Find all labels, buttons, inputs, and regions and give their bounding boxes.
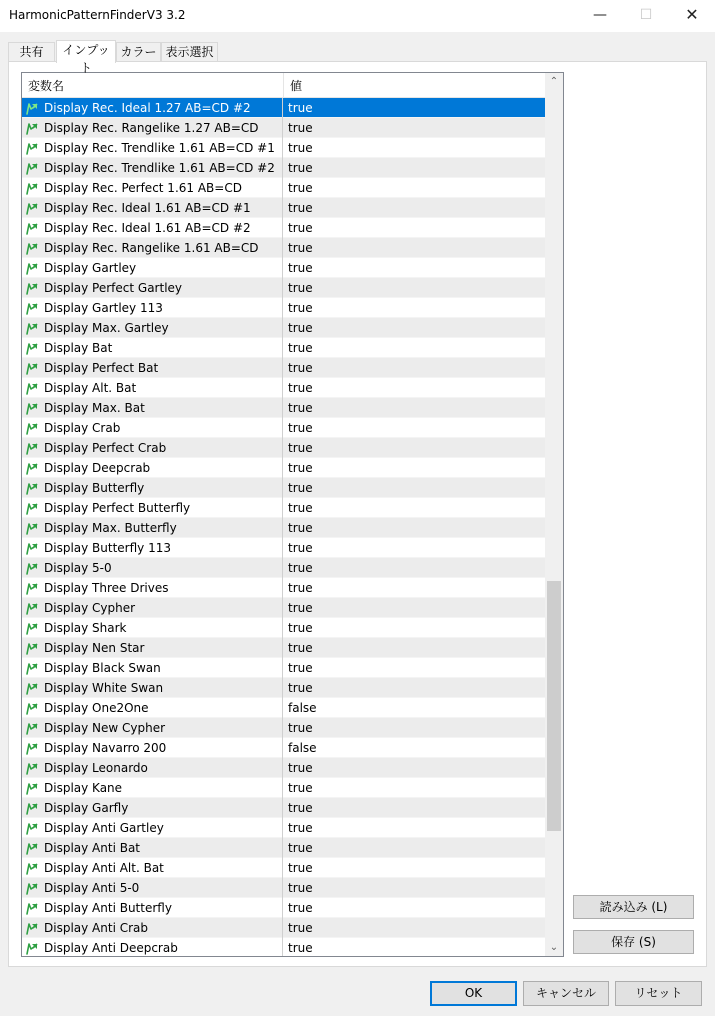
parameter-arrow-icon <box>25 781 41 795</box>
variable-name-cell[interactable] <box>22 218 283 238</box>
table-row[interactable] <box>22 758 545 778</box>
table-row[interactable] <box>22 238 545 258</box>
variable-name-cell[interactable] <box>22 258 283 278</box>
variable-name-label: Display Rec. Perfect 1.61 AB=CD <box>44 181 242 195</box>
variable-name-label: Display Perfect Crab <box>44 441 167 455</box>
table-row[interactable] <box>22 98 545 118</box>
variable-name-label: Display Crab <box>44 421 121 435</box>
value-cell[interactable]: true <box>288 321 313 335</box>
value-cell[interactable]: false <box>288 701 317 715</box>
value-cell[interactable]: true <box>288 901 313 915</box>
table-row[interactable] <box>22 718 545 738</box>
parameter-arrow-icon <box>25 721 41 735</box>
variable-name-cell[interactable] <box>22 298 283 318</box>
table-row[interactable] <box>22 858 545 878</box>
variable-name-label: Display Gartley <box>44 261 137 275</box>
variable-name-cell[interactable] <box>22 418 283 438</box>
table-row[interactable] <box>22 798 545 818</box>
value-cell[interactable]: true <box>288 941 313 955</box>
variable-name-cell[interactable] <box>22 238 283 258</box>
parameter-arrow-icon <box>25 601 41 615</box>
value-cell[interactable]: true <box>288 541 313 555</box>
minimize-button[interactable]: — <box>593 7 607 23</box>
reset-button[interactable]: リセット <box>615 981 702 1006</box>
scroll-thumb[interactable] <box>547 581 561 831</box>
table-row[interactable] <box>22 598 545 618</box>
parameter-arrow-icon <box>25 341 41 355</box>
variable-name-cell[interactable] <box>22 118 283 138</box>
parameter-arrow-icon <box>25 841 41 855</box>
variable-name-cell[interactable] <box>22 378 283 398</box>
variable-name-cell[interactable] <box>22 538 283 558</box>
table-row[interactable] <box>22 358 545 378</box>
variable-name-cell[interactable] <box>22 938 283 957</box>
scroll-down-arrow-icon[interactable]: ⌄ <box>549 942 559 953</box>
value-cell[interactable]: true <box>288 781 313 795</box>
vertical-scrollbar[interactable] <box>545 73 563 956</box>
variable-name-cell[interactable] <box>22 598 283 618</box>
value-cell[interactable]: false <box>288 741 317 755</box>
table-row[interactable] <box>22 898 545 918</box>
variable-name-cell[interactable] <box>22 438 283 458</box>
variable-name-label: Display Cypher <box>44 601 136 615</box>
variable-name-label: Display Kane <box>44 781 123 795</box>
variable-name-label: Display Three Drives <box>44 581 169 595</box>
variable-name-cell[interactable] <box>22 338 283 358</box>
value-cell[interactable]: true <box>288 421 313 435</box>
value-cell[interactable]: true <box>288 101 313 115</box>
variable-name-cell[interactable] <box>22 738 283 758</box>
table-row[interactable] <box>22 678 545 698</box>
value-cell[interactable]: true <box>288 841 313 855</box>
parameter-arrow-icon <box>25 261 41 275</box>
value-cell[interactable]: true <box>288 561 313 575</box>
parameter-grid <box>21 72 564 957</box>
parameter-arrow-icon <box>25 381 41 395</box>
variable-name-cell[interactable] <box>22 778 283 798</box>
value-cell[interactable]: true <box>288 301 313 315</box>
table-row[interactable] <box>22 578 545 598</box>
parameter-arrow-icon <box>25 321 41 335</box>
variable-name-label: Display Nen Star <box>44 641 145 655</box>
value-cell[interactable]: true <box>288 801 313 815</box>
variable-name-label: Display 5-0 <box>44 561 112 575</box>
variable-name-cell[interactable] <box>22 658 283 678</box>
variable-name-cell[interactable] <box>22 318 283 338</box>
table-row[interactable] <box>22 378 545 398</box>
table-row[interactable] <box>22 558 545 578</box>
variable-name-cell[interactable] <box>22 518 283 538</box>
variable-name-cell[interactable] <box>22 498 283 518</box>
parameter-arrow-icon <box>25 641 41 655</box>
parameter-arrow-icon <box>25 281 41 295</box>
parameter-arrow-icon <box>25 701 41 715</box>
variable-name-cell[interactable] <box>22 458 283 478</box>
value-cell[interactable]: true <box>288 401 313 415</box>
variable-name-label: Display Gartley 113 <box>44 301 163 315</box>
value-cell[interactable]: true <box>288 921 313 935</box>
table-row[interactable] <box>22 738 545 758</box>
variable-name-label: Display Anti 5-0 <box>44 881 140 895</box>
close-button[interactable]: ✕ <box>685 5 699 24</box>
value-cell[interactable]: true <box>288 201 313 215</box>
variable-name-label: Display Alt. Bat <box>44 381 137 395</box>
parameter-arrow-icon <box>25 121 41 135</box>
variable-name-label: Display Anti Deepcrab <box>44 941 178 955</box>
variable-name-label: Display Black Swan <box>44 661 161 675</box>
value-cell[interactable]: true <box>288 861 313 875</box>
variable-name-label: Display Rec. Rangelike 1.27 AB=CD <box>44 121 259 135</box>
parameter-arrow-icon <box>25 441 41 455</box>
table-row[interactable] <box>22 618 545 638</box>
parameter-arrow-icon <box>25 901 41 915</box>
save-button[interactable]: 保存 (S) <box>573 930 694 954</box>
table-row[interactable] <box>22 418 545 438</box>
parameter-arrow-icon <box>25 801 41 815</box>
parameter-arrow-icon <box>25 201 41 215</box>
variable-name-label: Display Perfect Bat <box>44 361 159 375</box>
column-header-variable[interactable]: 変数名 <box>22 73 284 98</box>
table-row[interactable] <box>22 938 545 957</box>
value-cell[interactable]: true <box>288 181 313 195</box>
variable-name-cell[interactable] <box>22 698 283 718</box>
variable-name-cell[interactable] <box>22 578 283 598</box>
value-cell[interactable]: true <box>288 381 313 395</box>
variable-name-label: Display Anti Alt. Bat <box>44 861 164 875</box>
value-cell[interactable]: true <box>288 361 313 375</box>
table-row[interactable] <box>22 818 545 838</box>
table-row[interactable] <box>22 518 545 538</box>
variable-name-cell[interactable] <box>22 198 283 218</box>
variable-name-cell[interactable] <box>22 758 283 778</box>
value-cell[interactable]: true <box>288 461 313 475</box>
parameter-arrow-icon <box>25 101 41 115</box>
value-cell[interactable]: true <box>288 581 313 595</box>
scroll-up-arrow-icon[interactable]: ⌃ <box>549 76 559 87</box>
value-cell[interactable]: true <box>288 661 313 675</box>
parameter-arrow-icon <box>25 221 41 235</box>
value-cell[interactable]: true <box>288 121 313 135</box>
parameter-arrow-icon <box>25 541 41 555</box>
value-cell[interactable]: true <box>288 481 313 495</box>
window-title: HarmonicPatternFinderV3 3.2 <box>9 8 186 22</box>
parameter-arrow-icon <box>25 661 41 675</box>
variable-name-cell[interactable] <box>22 278 283 298</box>
variable-name-label: Display Rec. Ideal 1.61 AB=CD #2 <box>44 221 251 235</box>
table-row[interactable] <box>22 778 545 798</box>
value-cell[interactable]: true <box>288 721 313 735</box>
parameter-arrow-icon <box>25 481 41 495</box>
variable-name-label: Display Butterfly <box>44 481 145 495</box>
cancel-button[interactable]: キャンセル <box>523 981 609 1006</box>
variable-name-cell[interactable] <box>22 798 283 818</box>
variable-name-label: Display Rec. Trendlike 1.61 AB=CD #2 <box>44 161 275 175</box>
table-row[interactable] <box>22 278 545 298</box>
parameter-arrow-icon <box>25 621 41 635</box>
load-button[interactable]: 読み込み (L) <box>573 895 694 919</box>
table-row[interactable] <box>22 658 545 678</box>
variable-name-label: Display White Swan <box>44 681 164 695</box>
variable-name-label: Display Anti Crab <box>44 921 148 935</box>
table-row[interactable] <box>22 218 545 238</box>
title-bar <box>0 0 715 32</box>
table-row[interactable] <box>22 838 545 858</box>
parameter-arrow-icon <box>25 521 41 535</box>
variable-name-label: Display Max. Gartley <box>44 321 169 335</box>
value-cell[interactable]: true <box>288 761 313 775</box>
parameter-arrow-icon <box>25 301 41 315</box>
grid-header <box>22 73 545 98</box>
variable-name-label: Display Max. Bat <box>44 401 145 415</box>
table-row[interactable] <box>22 138 545 158</box>
variable-name-label: Display Garfly <box>44 801 129 815</box>
value-cell[interactable]: true <box>288 621 313 635</box>
variable-name-label: Display Leonardo <box>44 761 148 775</box>
variable-name-cell[interactable] <box>22 358 283 378</box>
grid-rows <box>22 98 545 957</box>
table-row[interactable] <box>22 498 545 518</box>
variable-name-label: Display Rec. Rangelike 1.61 AB=CD <box>44 241 259 255</box>
variable-name-cell[interactable] <box>22 98 283 118</box>
variable-name-cell[interactable] <box>22 398 283 418</box>
table-row[interactable] <box>22 918 545 938</box>
table-row[interactable] <box>22 538 545 558</box>
variable-name-label: Display One2One <box>44 701 149 715</box>
table-row[interactable] <box>22 198 545 218</box>
variable-name-cell[interactable] <box>22 818 283 838</box>
table-row[interactable] <box>22 398 545 418</box>
parameter-arrow-icon <box>25 741 41 755</box>
table-row[interactable] <box>22 318 545 338</box>
variable-name-cell[interactable] <box>22 158 283 178</box>
variable-name-label: Display Rec. Trendlike 1.61 AB=CD #1 <box>44 141 275 155</box>
parameter-arrow-icon <box>25 161 41 175</box>
tab-input[interactable]: インプット <box>56 40 116 63</box>
value-cell[interactable]: true <box>288 161 313 175</box>
variable-name-cell[interactable] <box>22 638 283 658</box>
table-row[interactable] <box>22 478 545 498</box>
tab-common[interactable]: 共有 <box>8 42 55 62</box>
variable-name-cell[interactable] <box>22 858 283 878</box>
variable-name-label: Display Anti Butterfly <box>44 901 172 915</box>
variable-name-label: Display Deepcrab <box>44 461 151 475</box>
value-cell[interactable]: true <box>288 601 313 615</box>
variable-name-cell[interactable] <box>22 678 283 698</box>
variable-name-label: Display Bat <box>44 341 113 355</box>
value-cell[interactable]: true <box>288 281 313 295</box>
value-cell[interactable]: true <box>288 221 313 235</box>
value-cell[interactable]: true <box>288 641 313 655</box>
value-cell[interactable]: true <box>288 441 313 455</box>
variable-name-label: Display Butterfly 113 <box>44 541 171 555</box>
parameter-arrow-icon <box>25 421 41 435</box>
variable-name-label: Display Anti Gartley <box>44 821 164 835</box>
parameter-arrow-icon <box>25 361 41 375</box>
parameter-arrow-icon <box>25 241 41 255</box>
variable-name-label: Display Shark <box>44 621 127 635</box>
parameter-arrow-icon <box>25 461 41 475</box>
value-cell[interactable]: true <box>288 141 313 155</box>
variable-name-cell[interactable] <box>22 478 283 498</box>
parameter-arrow-icon <box>25 501 41 515</box>
table-row[interactable] <box>22 178 545 198</box>
table-row[interactable] <box>22 638 545 658</box>
variable-name-label: Display Perfect Gartley <box>44 281 183 295</box>
parameter-arrow-icon <box>25 581 41 595</box>
parameter-arrow-icon <box>25 181 41 195</box>
parameter-arrow-icon <box>25 561 41 575</box>
variable-name-cell[interactable] <box>22 558 283 578</box>
value-cell[interactable]: true <box>288 241 313 255</box>
variable-name-cell[interactable] <box>22 718 283 738</box>
table-row[interactable] <box>22 878 545 898</box>
table-row[interactable] <box>22 258 545 278</box>
parameter-arrow-icon <box>25 761 41 775</box>
ok-button[interactable]: OK <box>430 981 517 1006</box>
variable-name-label: Display Rec. Ideal 1.27 AB=CD #2 <box>44 101 251 115</box>
variable-name-cell[interactable] <box>22 878 283 898</box>
variable-name-label: Display Rec. Ideal 1.61 AB=CD #1 <box>44 201 251 215</box>
column-header-value[interactable]: 値 <box>290 79 303 93</box>
variable-name-label: Display Anti Bat <box>44 841 141 855</box>
variable-name-cell[interactable] <box>22 838 283 858</box>
value-cell[interactable]: true <box>288 521 313 535</box>
table-row[interactable] <box>22 438 545 458</box>
parameter-arrow-icon <box>25 821 41 835</box>
variable-name-label: Display Perfect Butterfly <box>44 501 191 515</box>
value-cell[interactable]: true <box>288 821 313 835</box>
value-cell[interactable]: true <box>288 341 313 355</box>
table-row[interactable] <box>22 458 545 478</box>
value-cell[interactable]: true <box>288 261 313 275</box>
table-row[interactable] <box>22 338 545 358</box>
parameter-arrow-icon <box>25 141 41 155</box>
variable-name-label: Display New Cypher <box>44 721 166 735</box>
variable-name-cell[interactable] <box>22 178 283 198</box>
variable-name-cell[interactable] <box>22 918 283 938</box>
table-row[interactable] <box>22 698 545 718</box>
variable-name-cell[interactable] <box>22 138 283 158</box>
table-row[interactable] <box>22 298 545 318</box>
tab-colors[interactable]: カラー <box>116 42 161 62</box>
variable-name-cell[interactable] <box>22 898 283 918</box>
value-cell[interactable]: true <box>288 681 313 695</box>
parameter-arrow-icon <box>25 401 41 415</box>
value-cell[interactable]: true <box>288 501 313 515</box>
parameter-arrow-icon <box>25 941 41 955</box>
variable-name-label: Display Max. Butterfly <box>44 521 177 535</box>
parameter-arrow-icon <box>25 921 41 935</box>
value-cell[interactable]: true <box>288 881 313 895</box>
table-row[interactable] <box>22 118 545 138</box>
variable-name-cell[interactable] <box>22 618 283 638</box>
maximize-button: ☐ <box>639 7 653 23</box>
parameter-arrow-icon <box>25 861 41 875</box>
tab-display-select[interactable]: 表示選択 <box>161 42 218 62</box>
variable-name-label: Display Navarro 200 <box>44 741 167 755</box>
parameter-arrow-icon <box>25 881 41 895</box>
table-row[interactable] <box>22 158 545 178</box>
parameter-arrow-icon <box>25 681 41 695</box>
